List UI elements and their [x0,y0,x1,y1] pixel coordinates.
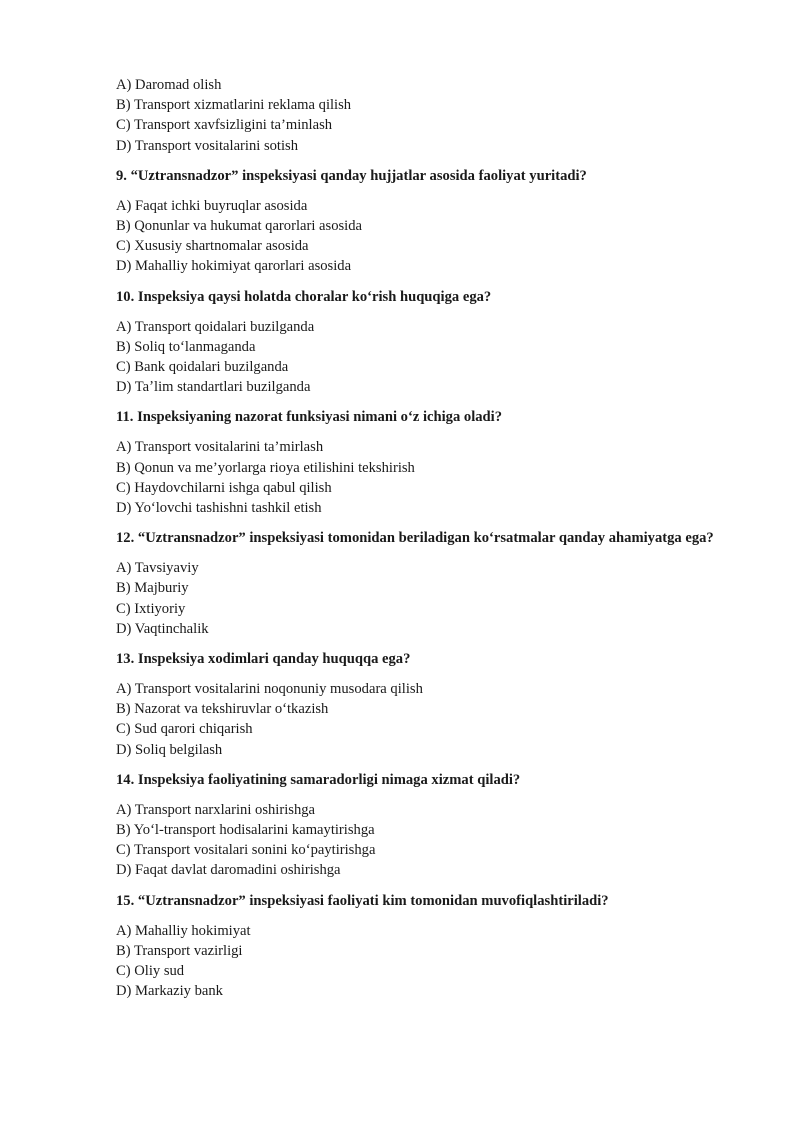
question-text: 12. “Uztransnadzor” inspeksiyasi tomonidan beriladigan koʻrsatmalar qanday ahamiyatga ega? [116,530,714,547]
answer-option: D) Taʼlim standartlari buzilganda [116,379,311,396]
answer-option: C) Oliy sud [116,963,185,980]
answer-option: D) Vaqtinchalik [116,620,209,637]
answer-option: B) Yoʻl-transport hodisalarini kamaytirishga [116,822,375,839]
answer-option: A) Mahalliy hokimiyat [116,922,251,939]
answer-option: B) Qonun va me’yorlarga rioya etilishini tekshirish [116,459,415,476]
answer-option: B) Qonunlar va hukumat qarorlari asosida [116,218,362,235]
question-block-15 [116,891,756,1002]
answer-option: A) Transport narxlarini oshirishga [116,801,316,818]
answer-option: A) Transport vositalarini noqonuniy musodara qilish [116,681,423,698]
answer-option: C) Haydovchilarni ishga qabul qilish [116,479,332,496]
question-options [116,317,756,398]
question-options [116,679,756,760]
question-text: 15. “Uztransnadzor” inspeksiyasi faoliyati kim tomonidan muvofiqlashtiriladi? [116,892,609,909]
answer-option: B) Transport xizmatlarini reklama qilish [116,97,352,114]
question-text: 10. Inspeksiya qaysi holatda choralar koʻrish huquqiga ega? [116,288,492,305]
answer-option: C) Ixtiyoriy [116,600,186,617]
question-block-9 [116,166,756,277]
question-text: 11. Inspeksiyaning nazorat funksiyasi nimani oʻz ichiga oladi? [116,409,503,426]
answer-option: C) Transport xavfsizligini ta’minlash [116,117,333,134]
question-block-12 [116,528,756,639]
answer-option: A) Faqat ichki buyruqlar asosida [116,197,308,214]
question-block-13 [116,649,756,760]
answer-option: C) Transport vositalari sonini koʻpaytirishga [116,842,376,859]
question-text: 13. Inspeksiya xodimlari qanday huquqqa ega? [116,651,411,668]
question-options [116,558,756,639]
question-options [116,437,756,518]
answer-option: D) Markaziy bank [116,983,223,1000]
answer-option: D) Transport vositalarini sotish [116,137,299,154]
question-options [116,196,756,277]
question-options [116,800,756,881]
answer-option: A) Transport vositalarini ta’mirlash [116,439,324,456]
answer-option: B) Soliq toʻlanmaganda [116,338,256,355]
question-block-14 [116,770,756,881]
answer-option: D) Yoʻlovchi tashishni tashkil etish [116,500,322,517]
answer-option: A) Tavsiyaviy [116,560,199,577]
answer-option: B) Nazorat va tekshiruvlar oʻtkazish [116,701,329,718]
intro-options [116,75,756,156]
answer-option: B) Transport vazirligi [116,942,243,959]
answer-option: A) Transport qoidalari buzilganda [116,318,315,335]
document-page [116,75,756,1002]
question-block-10 [116,287,756,398]
question-options [116,921,756,1002]
answer-option: C) Xususiy shartnomalar asosida [116,238,309,255]
answer-option: B) Majburiy [116,580,189,597]
question-text: 14. Inspeksiya faoliyatining samaradorligi nimaga xizmat qiladi? [116,771,521,788]
answer-option: C) Bank qoidalari buzilganda [116,359,289,376]
question-text: 9. “Uztransnadzor” inspeksiyasi qanday hujjatlar asosida faoliyat yuritadi? [116,167,587,184]
answer-option: A) Daromad olish [116,77,222,93]
answer-option: D) Soliq belgilash [116,741,223,758]
answer-option: D) Faqat davlat daromadini oshirishga [116,862,341,879]
question-block-11 [116,407,756,518]
answer-option: D) Mahalliy hokimiyat qarorlari asosida [116,258,352,275]
answer-option: C) Sud qarori chiqarish [116,721,253,738]
